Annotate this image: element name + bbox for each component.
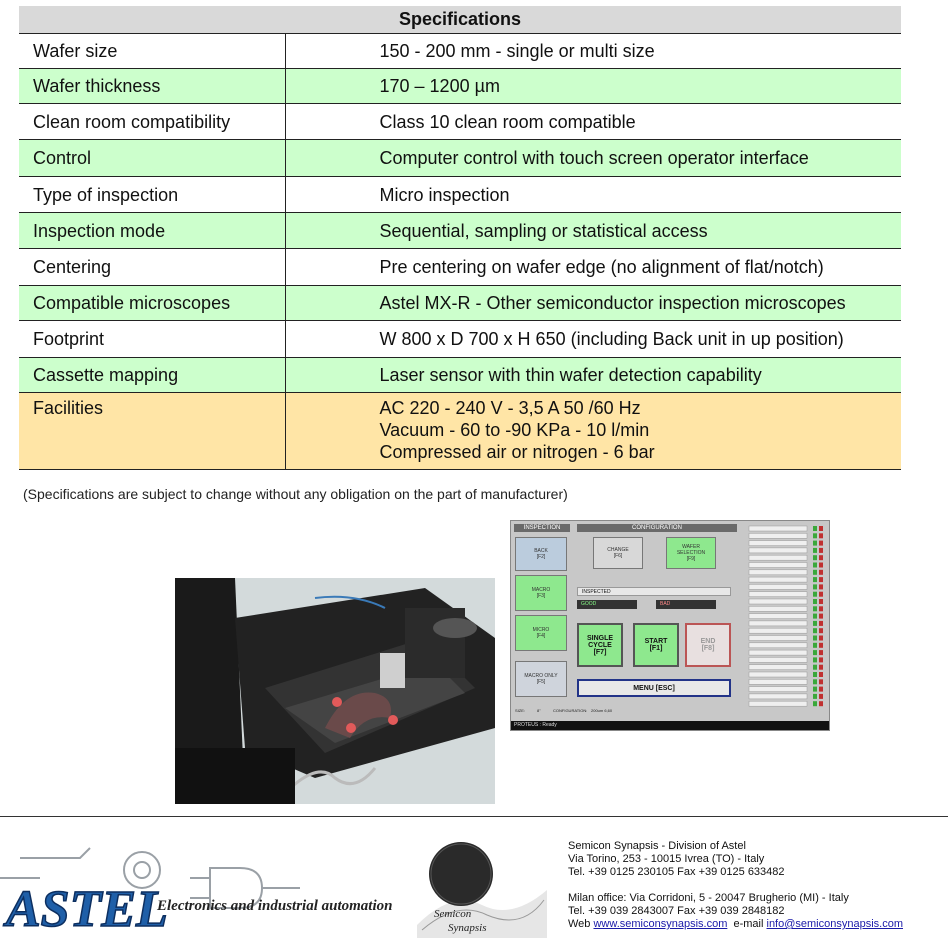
company-name: Semicon Synapsis - Division of Astel — [568, 840, 746, 852]
inspection-header: INSPECTION — [514, 524, 570, 532]
slot-bar — [749, 687, 807, 692]
slot-bar — [749, 650, 807, 655]
slot-bar — [749, 533, 807, 538]
spec-value: Sequential, sampling or statistical access — [285, 213, 901, 249]
slot-indicator-red — [819, 665, 823, 670]
slot-bar — [749, 548, 807, 553]
spec-value: Micro inspection — [285, 177, 901, 213]
slot-bar — [749, 621, 807, 626]
slot-indicator-green — [813, 541, 817, 546]
spec-label: Clean room compatibility — [19, 104, 285, 140]
spec-label: Wafer size — [19, 34, 285, 69]
slot-indicator-green — [813, 650, 817, 655]
footer-divider — [0, 816, 948, 817]
slot-indicator-red — [819, 584, 823, 589]
spec-row-footprint — [19, 321, 901, 358]
slot-indicator-green — [813, 687, 817, 692]
slot-bar — [749, 526, 807, 531]
slot-bar — [749, 694, 807, 699]
slot-bar — [749, 672, 807, 677]
slot-bar — [749, 563, 807, 568]
company-phone: Tel. +39 0125 230105 Fax +39 0125 633482 — [568, 866, 785, 878]
slot-indicator-red — [819, 650, 823, 655]
slot-bar — [749, 665, 807, 670]
slot-indicator-red — [819, 636, 823, 641]
slot-indicator-green — [813, 599, 817, 604]
spec-label: Type of inspection — [19, 177, 285, 213]
semicon-synapsis-logo — [412, 830, 550, 940]
slot-indicator-red — [819, 643, 823, 648]
spec-label: Footprint — [19, 321, 285, 358]
slot-indicator-green — [813, 636, 817, 641]
slot-indicator-green — [813, 694, 817, 699]
slot-bar — [749, 614, 807, 619]
company-address: Via Torino, 253 - 10015 Ivrea (TO) - Italy — [568, 853, 765, 865]
change-button[interactable]: CHANGE [F6] — [593, 537, 643, 569]
slot-bar — [749, 570, 807, 575]
slot-indicator-red — [819, 694, 823, 699]
start-button[interactable]: START [F1] — [633, 623, 679, 667]
spec-value: Astel MX-R - Other semiconductor inspection microscopes — [285, 286, 901, 321]
astel-tagline: Electronics and industrial automation — [157, 898, 393, 914]
wafer-selection-button[interactable]: WAFER SELECTION [F9] — [666, 537, 716, 569]
slot-indicator-green — [813, 679, 817, 684]
spec-row-compatible-microscopes — [19, 286, 901, 321]
web-label: Web — [568, 918, 591, 930]
spec-value: Pre centering on wafer edge (no alignment of flat/notch) — [285, 249, 901, 286]
slot-bar — [749, 628, 807, 633]
slot-list — [739, 524, 827, 709]
slot-bar — [749, 584, 807, 589]
semicon-logo-line2: Synapsis — [448, 922, 487, 934]
facilities-line-vacuum: Vacuum - 60 to -90 KPa - 10 l/min — [379, 420, 650, 440]
slot-indicator-green — [813, 570, 817, 575]
facilities-line-power: AC 220 - 240 V - 3,5 A 50 /60 Hz — [379, 398, 641, 418]
status-bar: PROTEUS : Ready — [511, 721, 829, 730]
software-screenshot — [510, 520, 830, 731]
spec-value: 150 - 200 mm - single or multi size — [285, 34, 901, 69]
slot-indicator-red — [819, 628, 823, 633]
slot-indicator-green — [813, 555, 817, 560]
slot-indicator-red — [819, 701, 823, 706]
configuration-header: CONFIGURATION — [577, 524, 737, 532]
slot-indicator-green — [813, 614, 817, 619]
slot-indicator-red — [819, 577, 823, 582]
spec-row-cassette-mapping — [19, 358, 901, 393]
slot-bar — [749, 541, 807, 546]
slot-indicator-red — [819, 672, 823, 677]
slot-indicator-green — [813, 592, 817, 597]
spec-value: Laser sensor with thin wafer detection capability — [285, 358, 901, 393]
slot-indicator-red — [819, 563, 823, 568]
spec-value: W 800 x D 700 x H 650 (including Back unit in up position) — [285, 321, 901, 358]
configuration-label: CONFIGURATION: — [553, 708, 588, 713]
spec-label: Facilities — [19, 393, 285, 470]
macro-only-button[interactable]: MACRO ONLY [F5] — [515, 661, 567, 697]
slot-indicator-green — [813, 657, 817, 662]
slot-bar — [749, 643, 807, 648]
size-value: 8" — [537, 708, 541, 713]
spec-row-type-of-inspection — [19, 177, 901, 213]
slot-indicator-green — [813, 643, 817, 648]
milan-phone: Tel. +39 039 2843007 Fax +39 039 2848182 — [568, 905, 785, 917]
spec-row-control — [19, 140, 901, 177]
machine-photo — [175, 578, 495, 804]
slot-bar — [749, 555, 807, 560]
astel-logo-text: ASTEL — [6, 881, 168, 938]
bad-counter: BAD — [656, 600, 716, 609]
slot-bar — [749, 599, 807, 604]
size-label: SIZE: — [515, 708, 526, 713]
slot-indicator-red — [819, 657, 823, 662]
menu-button[interactable]: MENU [ESC] — [577, 679, 731, 697]
slot-indicator-green — [813, 526, 817, 531]
slot-indicator-red — [819, 599, 823, 604]
slot-indicator-red — [819, 614, 823, 619]
slot-indicator-green — [813, 563, 817, 568]
slot-indicator-red — [819, 621, 823, 626]
slot-indicator-red — [819, 606, 823, 611]
spec-value: Computer control with touch screen operator interface — [285, 140, 901, 177]
web-email-line — [568, 918, 903, 931]
inspected-field: INSPECTED — [577, 587, 731, 596]
slot-bar — [749, 577, 807, 582]
macro-button[interactable]: MACRO [F3] — [515, 575, 567, 611]
spec-row-clean-room — [19, 104, 901, 140]
slot-bar — [749, 592, 807, 597]
good-counter: GOOD — [577, 600, 637, 609]
spec-value: Class 10 clean room compatible — [285, 104, 901, 140]
slot-indicator-red — [819, 533, 823, 538]
spec-value-facilities — [285, 393, 901, 470]
end-button[interactable]: END [F8] — [685, 623, 731, 667]
machine-photo-graphic — [175, 578, 495, 804]
spec-value: 170 – 1200 µm — [285, 69, 901, 104]
disclaimer-note: (Specifications are subject to change without any obligation on the part of manufacturer) — [23, 486, 568, 502]
slot-indicator-green — [813, 621, 817, 626]
slot-indicator-red — [819, 592, 823, 597]
slot-indicator-red — [819, 570, 823, 575]
slot-indicator-green — [813, 672, 817, 677]
milan-office: Milan office: Via Corridoni, 5 - 20047 Brugherio (MI) - Italy — [568, 892, 849, 904]
slot-indicator-green — [813, 533, 817, 538]
contact-block — [568, 840, 903, 931]
semicon-logo-line1: Semicon — [434, 908, 472, 920]
specifications-title: Specifications — [19, 6, 901, 34]
slot-indicator-green — [813, 701, 817, 706]
spec-label: Cassette mapping — [19, 358, 285, 393]
slot-indicator-red — [819, 541, 823, 546]
facilities-line-air: Compressed air or nitrogen - 6 bar — [379, 442, 655, 462]
back-button[interactable]: BACK [F2] — [515, 537, 567, 571]
spec-row-wafer-thickness — [19, 69, 901, 104]
slot-indicator-green — [813, 665, 817, 670]
slot-bar — [749, 679, 807, 684]
slot-bar — [749, 657, 807, 662]
website-link[interactable]: www.semiconsynapsis.com — [593, 918, 728, 930]
spec-row-wafer-size — [19, 34, 901, 69]
email-label: e-mail — [733, 918, 764, 930]
slot-indicator-red — [819, 526, 823, 531]
slot-bar — [749, 606, 807, 611]
slot-indicator-green — [813, 606, 817, 611]
spec-row-centering — [19, 249, 901, 286]
specifications-table — [19, 6, 901, 470]
spec-label: Compatible microscopes — [19, 286, 285, 321]
slot-indicator-green — [813, 548, 817, 553]
micro-button[interactable]: MICRO [F4] — [515, 615, 567, 651]
slot-indicator-green — [813, 628, 817, 633]
spec-row-inspection-mode — [19, 213, 901, 249]
astel-logo — [0, 838, 412, 938]
slot-indicator-red — [819, 555, 823, 560]
email-link[interactable]: info@semiconsynapsis.com — [766, 918, 903, 930]
spec-row-facilities — [19, 393, 901, 470]
slot-indicator-red — [819, 548, 823, 553]
slot-indicator-green — [813, 584, 817, 589]
spec-label: Wafer thickness — [19, 69, 285, 104]
spec-label: Centering — [19, 249, 285, 286]
single-cycle-button[interactable]: SINGLE CYCLE [F7] — [577, 623, 623, 667]
spec-label: Control — [19, 140, 285, 177]
slot-bar — [749, 701, 807, 706]
slot-bar — [749, 636, 807, 641]
slot-indicator-red — [819, 679, 823, 684]
configuration-value: 200um 6,60 — [591, 708, 613, 713]
slot-indicator-green — [813, 577, 817, 582]
slot-indicator-red — [819, 687, 823, 692]
spec-label: Inspection mode — [19, 213, 285, 249]
